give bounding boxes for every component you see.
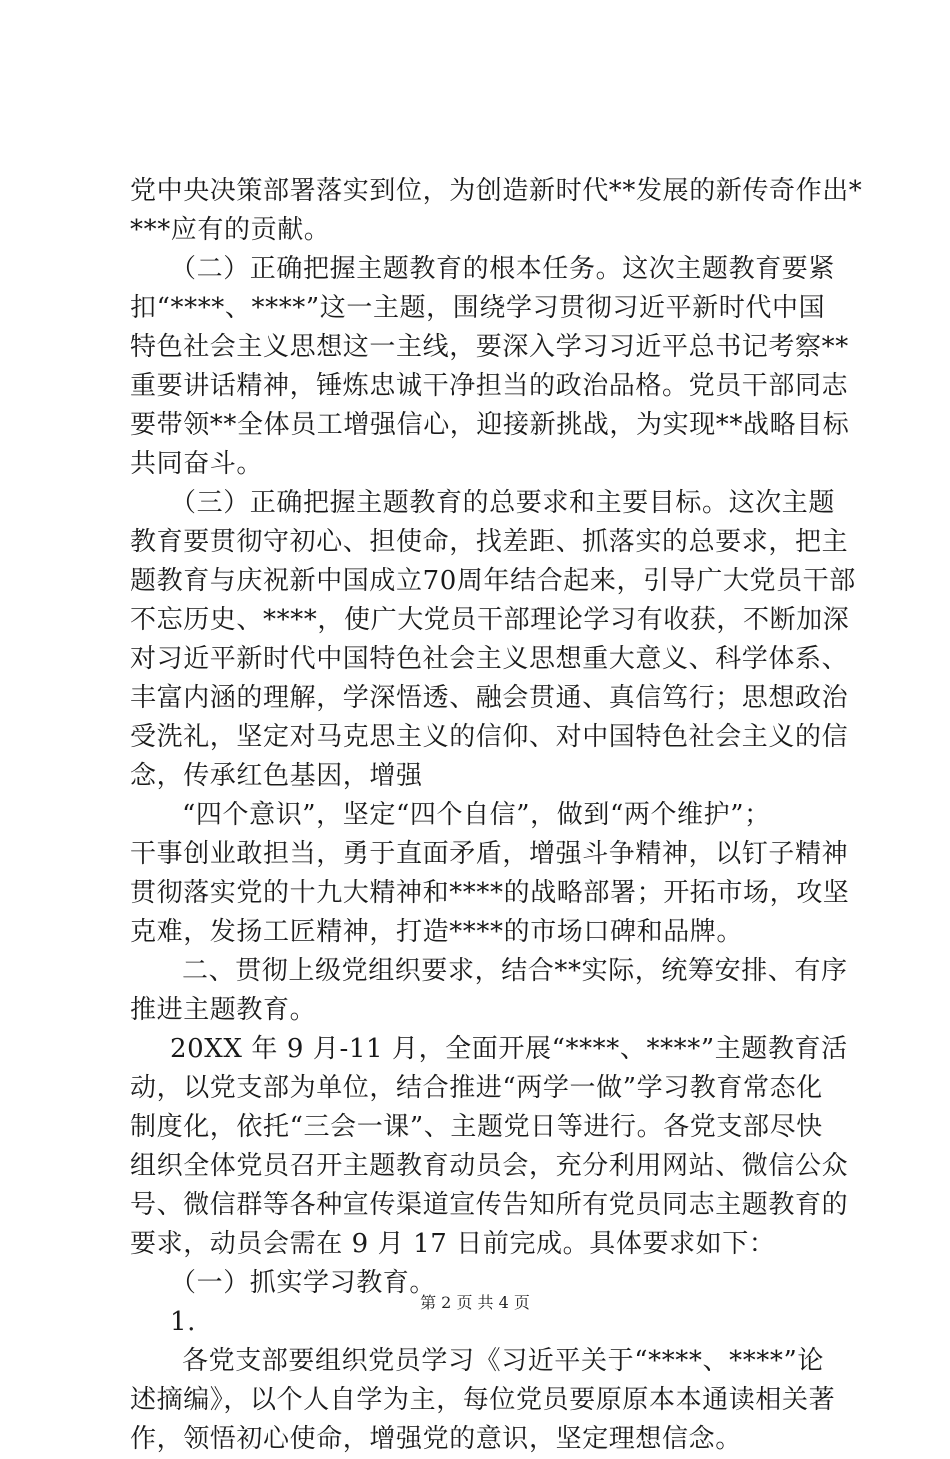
subsection-heading: （一）抓实学习教育。 bbox=[170, 1268, 437, 1298]
text-line: 教育要贯彻守初心、担使命，找差距、抓落实的总要求，把主 bbox=[130, 527, 849, 557]
text-line: 动，以党支部为单位，结合推进“两学一做”学习教育常态化 bbox=[130, 1073, 823, 1103]
text-line: 20XX 年 9 月-11 月，全面开展“****、****”主题教育活 bbox=[170, 1034, 848, 1064]
section-heading: 二、贯彻上级党组织要求，结合**实际，统筹安排、有序 bbox=[182, 956, 848, 986]
text-line: 号、微信群等各种宣传渠道宣传告知所有党员同志主题教育的 bbox=[130, 1190, 849, 1220]
text-line: 对习近平新时代中国特色社会主义思想重大意义、科学体系、 bbox=[130, 644, 849, 674]
text-line: 述摘编》，以个人自学为主，每位党员要原原本本通读相关著 bbox=[130, 1385, 836, 1415]
text-line: 念，传承红色基因，增强 bbox=[130, 761, 423, 791]
section-heading: 推进主题教育。 bbox=[130, 995, 317, 1025]
text-line: 受洗礼，坚定对马克思主义的信仰、对中国特色社会主义的信 bbox=[130, 722, 849, 752]
text-line: 要求，动员会需在 9 月 17 日前完成。具体要求如下： bbox=[130, 1229, 776, 1259]
text-line: 扣“****、****”这一主题，围绕学习贯彻习近平新时代中国 bbox=[130, 293, 826, 323]
text-line: 丰富内涵的理解，学深悟透、融会贯通、真信笃行；思想政治 bbox=[130, 683, 849, 713]
text-line: 组织全体党员召开主题教育动员会，充分利用网站、微信公众 bbox=[130, 1151, 849, 1181]
text-line: 作，领悟初心使命，增强党的意识，坚定理想信念。 bbox=[130, 1424, 742, 1454]
text-line: “四个意识”，坚定“四个自信”，做到“两个维护”； bbox=[182, 800, 771, 830]
text-line: 重要讲话精神，锤炼忠诚干净担当的政治品格。党员干部同志 bbox=[130, 371, 849, 401]
text-line: 贯彻落实党的十九大精神和****的战略部署；开拓市场，攻坚 bbox=[130, 878, 850, 908]
text-line: 干事创业敢担当，勇于直面矛盾，增强斗争精神，以钉子精神 bbox=[130, 839, 849, 869]
text-line: 各党支部要组织党员学习《习近平关于“****、****”论 bbox=[182, 1346, 824, 1376]
text-line: 要带领**全体员工增强信心，迎接新挑战，为实现**战略目标 bbox=[130, 410, 850, 440]
document-body bbox=[130, 172, 863, 1459]
text-line: 共同奋斗。 bbox=[130, 449, 264, 479]
text-line: ***应有的贡献。 bbox=[130, 215, 331, 245]
text-line: 特色社会主义思想这一主线，要深入学习习近平总书记考察** bbox=[130, 332, 849, 362]
text-line: 不忘历史、****，使广大党员干部理论学习有收获，不断加深 bbox=[130, 605, 850, 635]
list-number: 1. bbox=[170, 1307, 197, 1337]
page-footer bbox=[0, 1293, 950, 1313]
text-line: 题教育与庆祝新中国成立70周年结合起来，引导广大党员干部 bbox=[130, 566, 856, 596]
text-line: 党中央决策部署落实到位，为创造新时代**发展的新传奇作出* bbox=[130, 176, 863, 206]
text-line: 制度化，依托“三会一课”、主题党日等进行。各党支部尽快 bbox=[130, 1112, 823, 1142]
text-line: 克难，发扬工匠精神，打造****的市场口碑和品牌。 bbox=[130, 917, 744, 947]
text-line: （二）正确把握主题教育的根本任务。这次主题教育要紧 bbox=[170, 254, 836, 284]
page-number: 第 2 页 共 4 页 bbox=[420, 1293, 530, 1312]
text-line: （三）正确把握主题教育的总要求和主要目标。这次主题 bbox=[170, 488, 836, 518]
